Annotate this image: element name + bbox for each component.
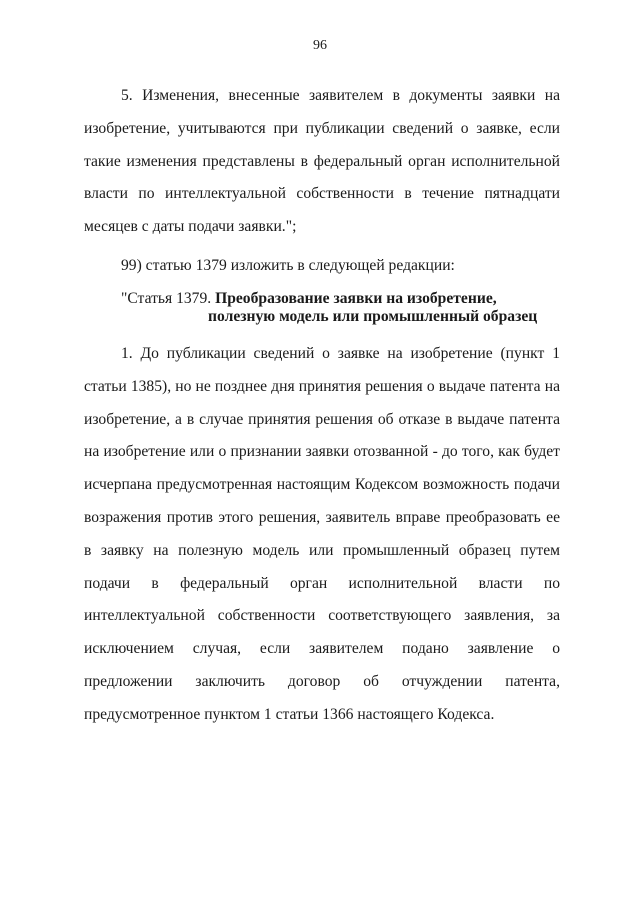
paragraph-1-block <box>84 338 560 732</box>
paragraph-1: 1. До публикации сведений о заявке на изобретение (пункт 1 статьи 1385), но не позднее дня принятия решения о выдаче патента на изобретение, а в случае принятия решения об отказе в выдаче патента на изобретение или о признании заявки отозванной - до того, как будет исчерпана предусмотренная настоящим Кодексом возможность подачи возражения против этого решения, заявитель вправе преобразовать ее в заявку на полезную модель или промышленный образец путем подачи в федеральный орган исполнительной власти по интеллектуальной собственности соответствующего заявления, за исключением случая, если заявителем подано заявление о предложении заключить договор об отчуждении патента, предусмотренное пунктом 1 статьи 1366 настоящего Кодекса. <box>84 345 560 723</box>
article-heading <box>121 290 561 326</box>
article-heading-title-line1: Преобразование заявки на изобретение, <box>215 290 497 307</box>
paragraph-99-instruction: 99) статью 1379 изложить в следующей редакции: <box>121 257 455 274</box>
paragraph-99-block <box>84 250 560 283</box>
paragraph-5: 5. Изменения, внесенные заявителем в документы заявки на изобретение, учитываются при публикации сведений о заявке, если такие изменения представлены в федеральный орган исполнительной власти по интеллектуальной собственности в течение пятнадцати месяцев с даты подачи заявки."; <box>84 87 560 236</box>
paragraph-5-block <box>84 80 560 244</box>
article-heading-title-line2: полезную модель или промышленный образец <box>208 308 538 325</box>
article-heading-prefix: "Статья 1379. <box>121 290 216 307</box>
page-number: 96 <box>313 38 327 53</box>
